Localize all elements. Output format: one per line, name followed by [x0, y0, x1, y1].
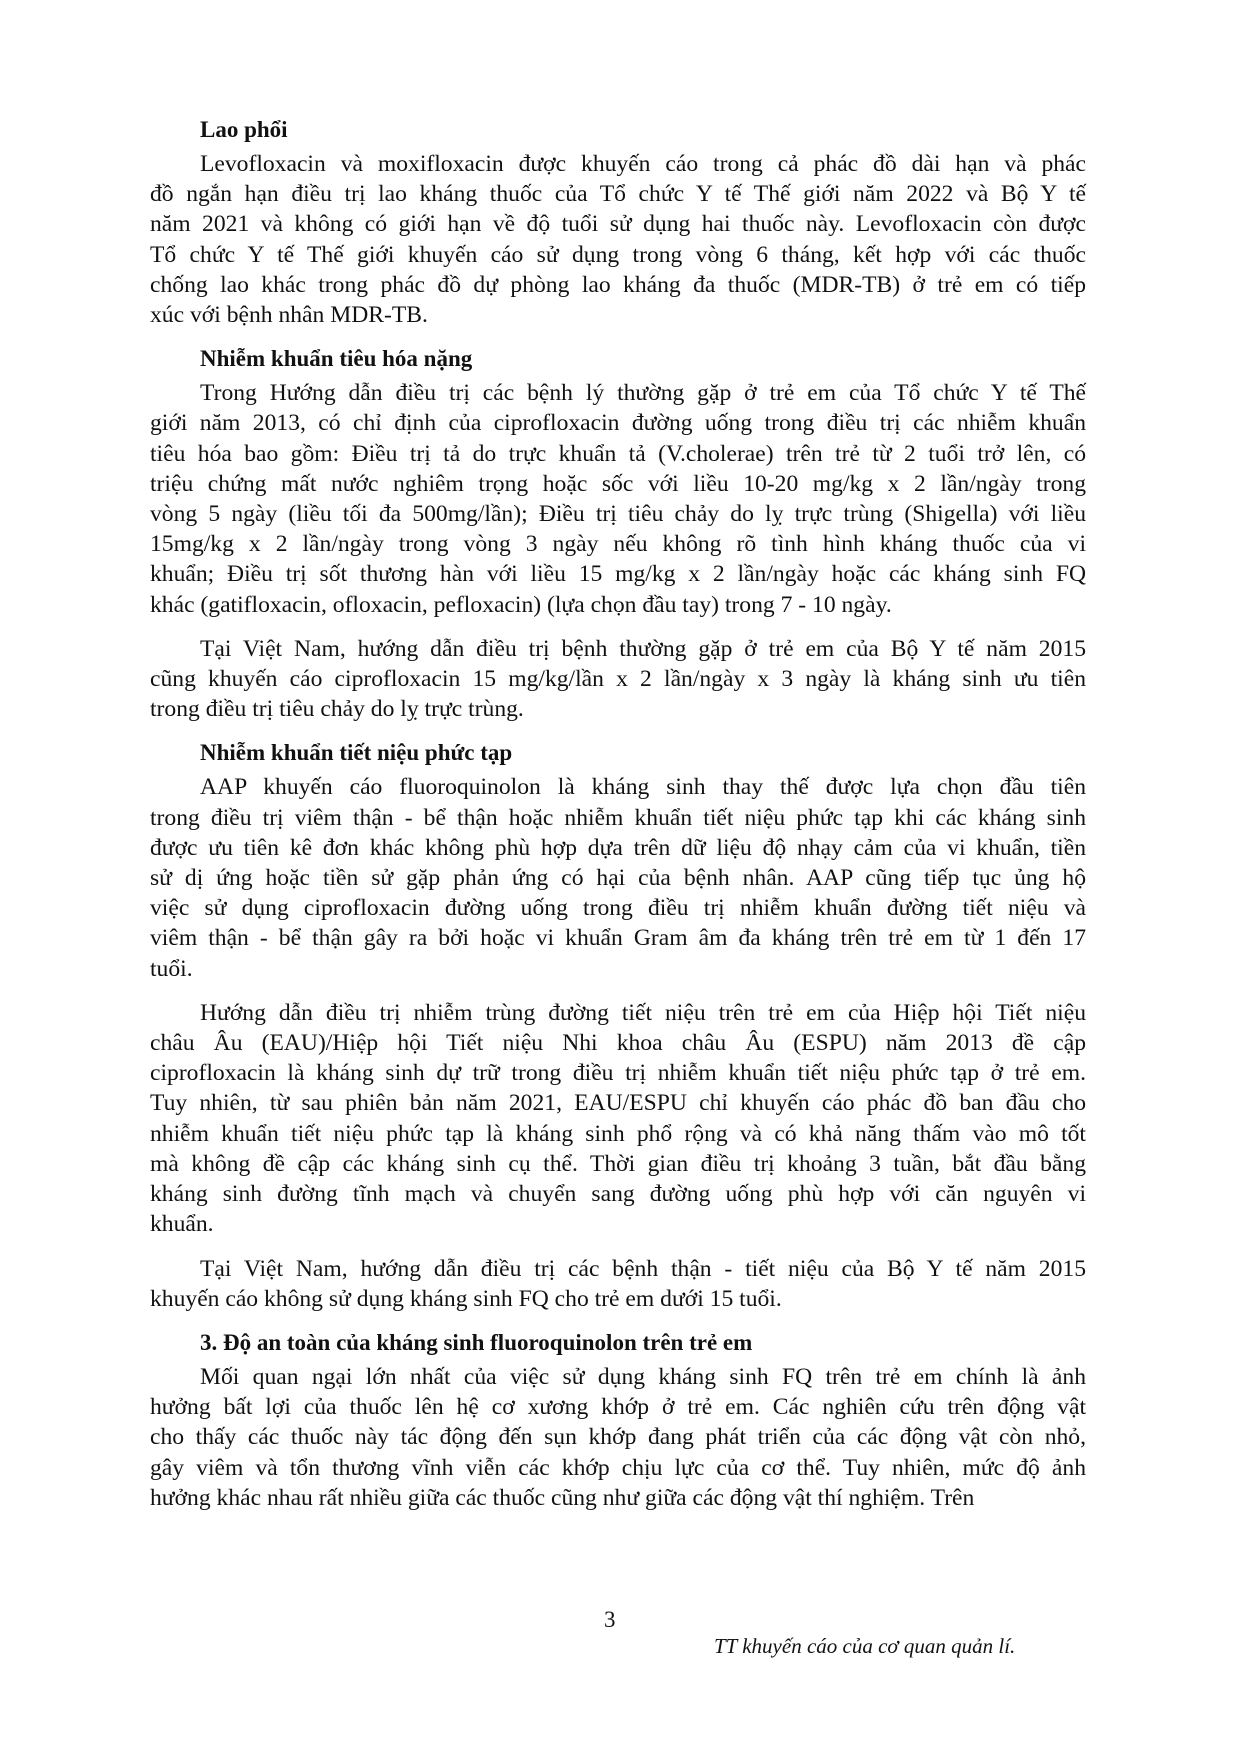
text-line: Trong Hướng dẫn điều trị các bệnh lý thường gặp ở trẻ em của Tổ chức Y tế Thế	[200, 380, 1086, 407]
text-line: hưởng khác nhau rất nhiều giữa các thuốc cũng như giữa các động vật thí nghiệm. Trên	[150, 1484, 975, 1511]
text-line: cho thấy các thuốc này tác động đến sụn khớp đang phát triển của các động vật còn nhỏ,	[150, 1424, 1086, 1451]
text-line: Levofloxacin và moxifloxacin được khuyến cáo trong cả phác đồ dài hạn và phác	[200, 151, 1086, 177]
paragraph	[150, 1254, 1086, 1314]
text-line: viêm thận - bể thận gây ra bởi hoặc vi khuẩn Gram âm đa kháng trên trẻ em từ 1 đến 17	[150, 925, 1086, 952]
document-body	[150, 115, 1086, 1527]
text-line: đồ ngắn hạn điều trị lao kháng thuốc của Tổ chức Y tế Thế giới năm 2022 và Bộ Y tế	[150, 181, 1086, 208]
text-line: mà không đề cập các kháng sinh cụ thể. Thời gian điều trị khoảng 3 tuần, bắt đầu bằng	[150, 1150, 1086, 1177]
text-line: xúc với bệnh nhân MDR-TB.	[150, 302, 428, 329]
paragraph	[150, 378, 1086, 620]
text-line: Hướng dẫn điều trị nhiễm trùng đường tiết niệu trên trẻ em của Hiệp hội Tiết niệu	[200, 999, 1086, 1026]
text-line: sử dị ứng hoặc tiền sử gặp phản ứng có hại của bệnh nhân. AAP cũng tiếp tục ủng hộ	[150, 865, 1086, 892]
text-line: nhiễm khuẩn tiết niệu phức tạp là kháng sinh phổ rộng và có khả năng thấm vào mô tốt	[150, 1120, 1086, 1147]
paragraph	[150, 998, 1086, 1240]
text-line: châu Âu (EAU)/Hiệp hội Tiết niệu Nhi khoa châu Âu (ESPU) năm 2013 đề cập	[150, 1030, 1086, 1057]
text-line: 15mg/kg x 2 lần/ngày trong vòng 3 ngày nếu không rõ tình hình kháng thuốc của vi	[150, 531, 1086, 558]
section-heading: Nhiễm khuẩn tiết niệu phức tạp	[200, 740, 513, 766]
text-line: giới năm 2013, có chỉ định của ciprofloxacin đường uống trong điều trị các nhiễm khuẩn	[150, 410, 1086, 437]
text-line: cũng khuyến cáo ciprofloxacin 15 mg/kg/lần x 2 lần/ngày x 3 ngày là kháng sinh ưu tiên	[150, 666, 1086, 693]
section-heading: 3. Độ an toàn của kháng sinh fluoroquinolon trên trẻ em	[200, 1329, 753, 1355]
text-line: Mối quan ngại lớn nhất của việc sử dụng kháng sinh FQ trên trẻ em chính là ảnh	[200, 1363, 1086, 1390]
text-line: triệu chứng mất nước nghiêm trọng hoặc sốc với liều 10-20 mg/kg x 2 lần/ngày trong	[150, 470, 1086, 497]
text-line: khuẩn; Điều trị sốt thương hàn với liều 15 mg/kg x 2 lần/ngày hoặc các kháng sinh FQ	[150, 561, 1086, 588]
page-number: 3	[604, 1607, 616, 1632]
paragraph	[150, 772, 1086, 983]
paragraph	[150, 1362, 1086, 1513]
text-line: năm 2021 và không có giới hạn về độ tuổi sử dụng hai thuốc này. Levofloxacin còn được	[150, 211, 1086, 238]
text-line: tiêu hóa bao gồm: Điều trị tả do trực khuẩn tả (V.cholerae) trên trẻ từ 2 tuổi trở lên, có	[150, 440, 1086, 467]
footer-note: TT khuyến cáo của cơ quan quản lí.	[714, 1634, 1016, 1658]
text-line: kháng sinh đường tĩnh mạch và chuyển sang đường uống phù hợp với căn nguyên vi	[150, 1181, 1086, 1208]
text-line: trong điều trị viêm thận - bể thận hoặc nhiễm khuẩn tiết niệu phức tạp khi các kháng sinh	[150, 804, 1086, 831]
text-line: gây viêm và tổn thương vĩnh viễn các khớp chịu lực của cơ thể. Tuy nhiên, mức độ ảnh	[150, 1454, 1086, 1481]
text-line: Tại Việt Nam, hướng dẫn điều trị các bệnh thận - tiết niệu của Bộ Y tế năm 2015	[200, 1255, 1086, 1282]
section-heading: Lao phổi	[200, 117, 288, 142]
text-line: tuổi.	[150, 955, 193, 982]
section-heading: Nhiễm khuẩn tiêu hóa nặng	[200, 346, 473, 372]
text-line: việc sử dụng ciprofloxacin đường uống trong điều trị nhiễm khuẩn đường tiết niệu và	[150, 895, 1086, 922]
text-line: được ưu tiên kê đơn khác không phù hợp dựa trên dữ liệu độ nhạy cảm của vi khuẩn, tiền	[150, 834, 1086, 861]
text-line: vòng 5 ngày (liều tối đa 500mg/lần); Điều trị tiêu chảy do lỵ trực trùng (Shigella) với liều	[150, 501, 1086, 528]
paragraph	[150, 634, 1086, 725]
text-line: trong điều trị tiêu chảy do lỵ trực trùng.	[150, 696, 524, 723]
text-line: AAP khuyến cáo fluoroquinolon là kháng sinh thay thế được lựa chọn đầu tiên	[200, 774, 1086, 801]
text-line: Tại Việt Nam, hướng dẫn điều trị bệnh thường gặp ở trẻ em của Bộ Y tế năm 2015	[200, 635, 1086, 662]
text-line: khác (gatifloxacin, ofloxacin, pefloxacin) (lựa chọn đầu tay) trong 7 - 10 ngày.	[150, 591, 892, 618]
text-line: Tuy nhiên, từ sau phiên bản năm 2021, EAU/ESPU chỉ khuyến cáo phác đồ ban đầu cho	[150, 1090, 1086, 1117]
text-line: khuyến cáo không sử dụng kháng sinh FQ cho trẻ em dưới 15 tuổi.	[150, 1285, 782, 1312]
text-line: hưởng bất lợi của thuốc lên hệ cơ xương khớp ở trẻ em. Các nghiên cứu trên động vật	[150, 1394, 1086, 1421]
text-line: ciprofloxacin là kháng sinh dự trữ trong điều trị nhiễm khuẩn tiết niệu phức tạp ở trẻ em.	[150, 1060, 1086, 1087]
text-line: Tổ chức Y tế Thế giới khuyến cáo sử dụng trong vòng 6 tháng, kết hợp với các thuốc	[150, 241, 1086, 268]
text-line: chống lao khác trong phác đồ dự phòng lao kháng đa thuốc (MDR-TB) ở trẻ em có tiếp	[150, 271, 1086, 298]
paragraph	[150, 149, 1086, 330]
text-line: khuẩn.	[150, 1211, 214, 1238]
